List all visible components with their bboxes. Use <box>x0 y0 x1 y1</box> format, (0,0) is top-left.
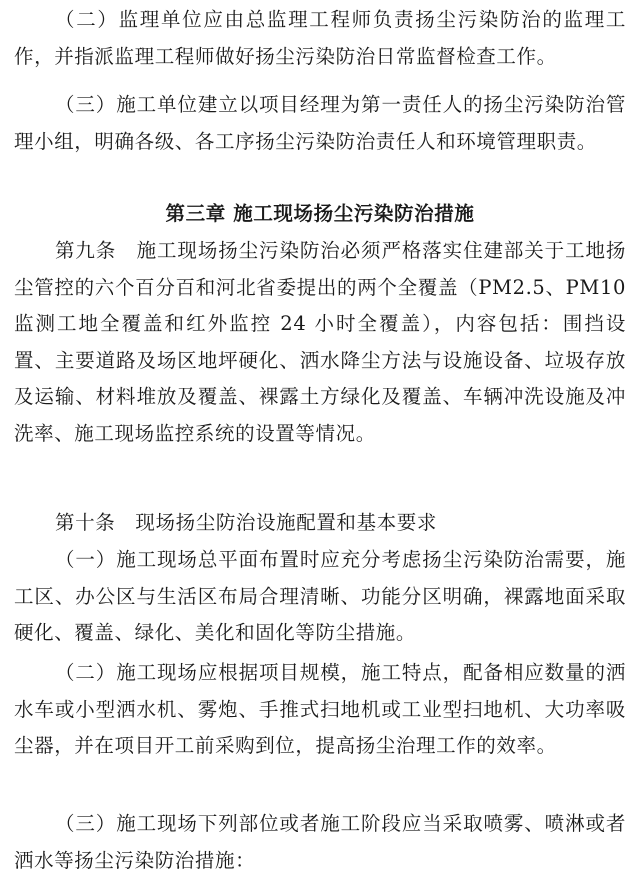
article-9-label: 第九条 <box>55 239 117 262</box>
paragraph-equipment: （二）施工现场应根据项目规模，施工特点，配备相应数量的洒水车或小型洒水机、雾炮、手推式扫地机或工业型扫地机、大功率吸尘器，并在项目开工前采购到位，提高扬尘治理工作的效率。 <box>14 661 626 758</box>
article-10-label: 第十条 <box>55 511 116 534</box>
article-9-text: 施工现场扬尘污染防治必须严格落实住建部关于工地扬尘管控的六个百分百和河北省委提出的两个全覆盖（PM2.5、PM10 监测工地全覆盖和红外监控 24 小时全覆盖），内容包括：围挡设置、主要道路及场区地坪硬化、洒水降尘方法与设施设备、垃圾存放及运输、材料堆放及覆盖、裸露土方绿化及覆盖、车辆冲洗设施及冲洗率、施工现场监控系统的设置等情况。 <box>14 239 626 445</box>
paragraph-construction-unit: （三）施工单位建立以项目经理为第一责任人的扬尘污染防治管理小组，明确各级、各工序扬尘污染防治责任人和环境管理职责。 <box>14 93 626 153</box>
article-10-paragraph <box>14 505 626 542</box>
article-10-text: 现场扬尘防治设施配置和基本要求 <box>135 511 437 534</box>
paragraph-spray-measures: （三）施工现场下列部位或者施工阶段应当采取喷雾、喷淋或者洒水等扬尘污染防治措施： <box>14 812 626 872</box>
paragraph-supervision-unit: （二）监理单位应由总监理工程师负责扬尘污染防治的监理工作，并指派监理工程师做好扬尘污染防治日常监督检查工作。 <box>14 8 626 68</box>
paragraph-site-layout: （一）施工现场总平面布置时应充分考虑扬尘污染防治需要，施工区、办公区与生活区布局合理清晰、功能分区明确，裸露地面采取硬化、覆盖、绿化、美化和固化等防尘措施。 <box>14 548 626 645</box>
chapter-title: 第三章 施工现场扬尘污染防治措施 <box>165 202 475 225</box>
article-9-paragraph <box>14 233 626 453</box>
